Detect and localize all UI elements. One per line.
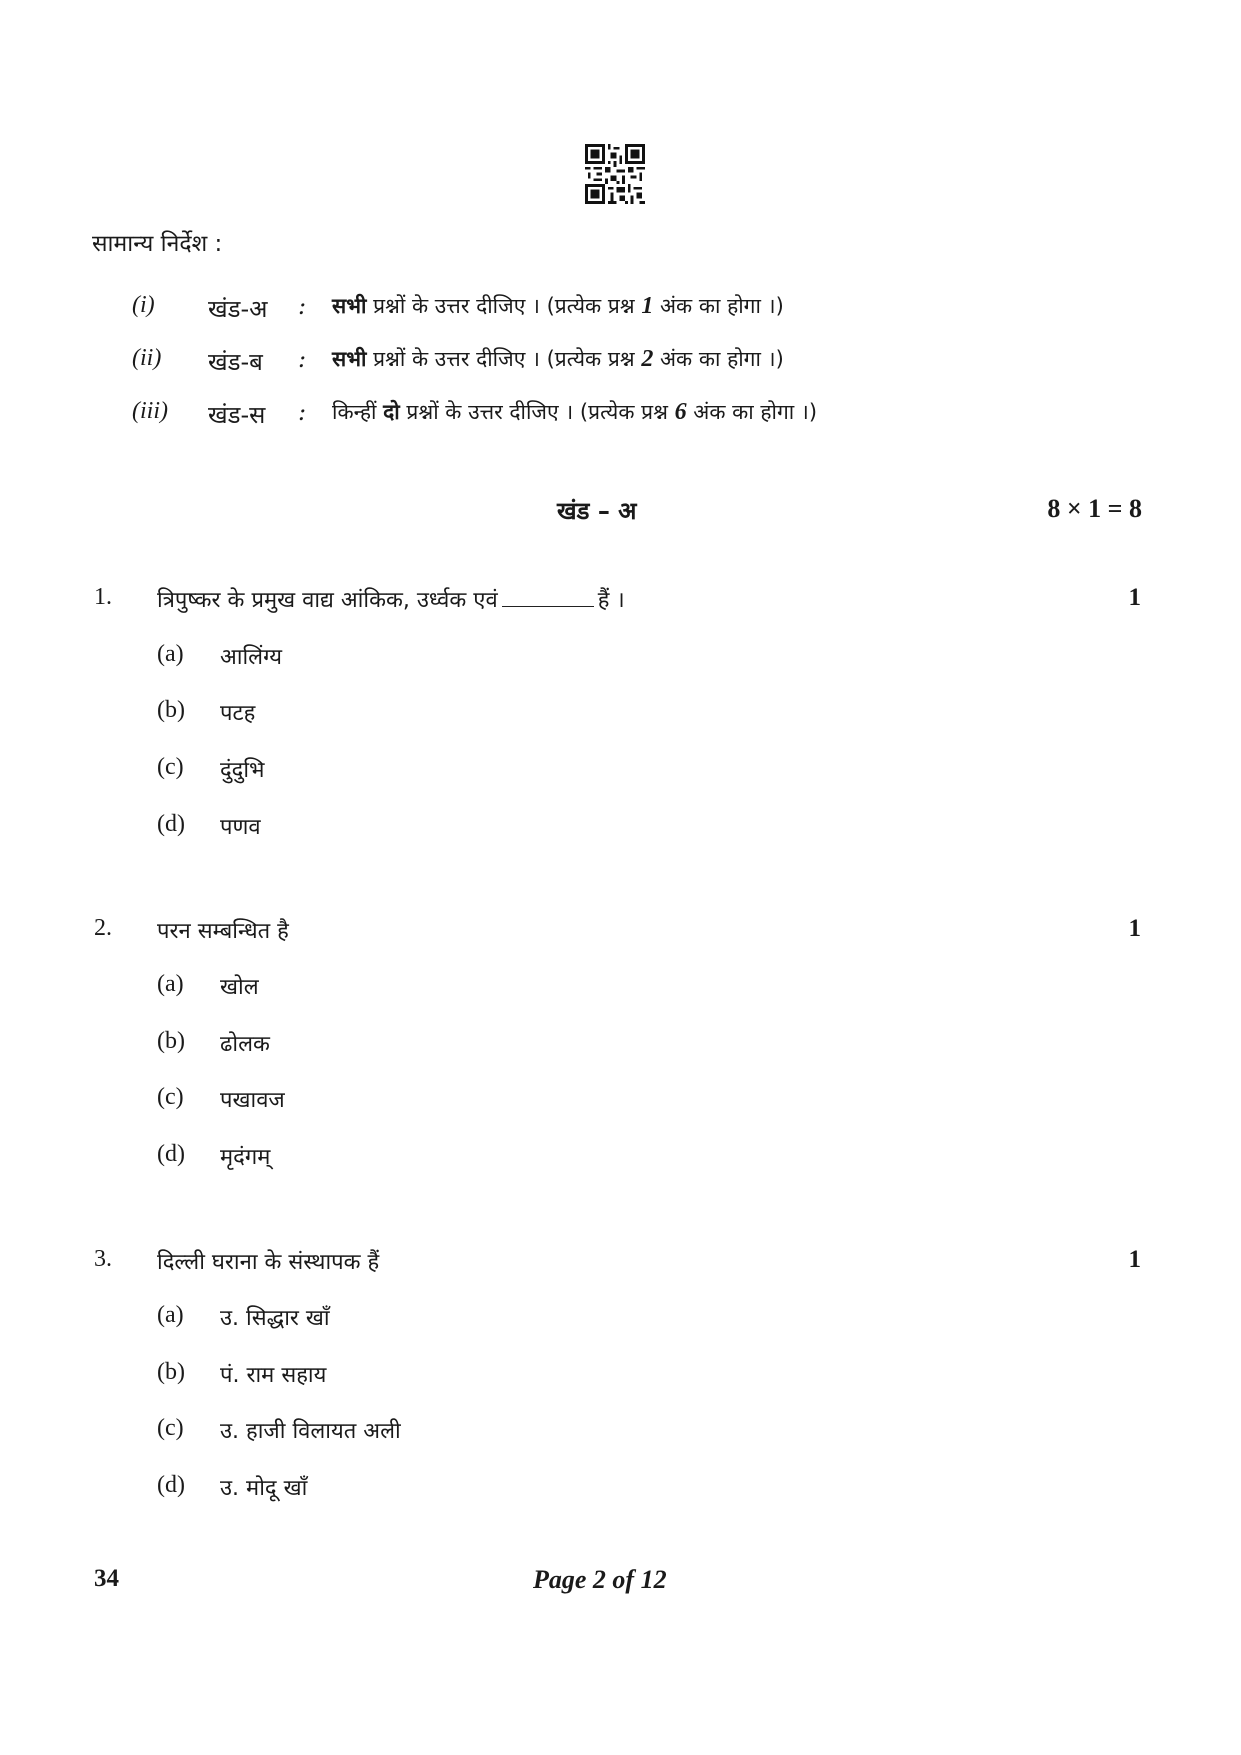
instruction-number: (iii) <box>132 398 168 424</box>
option-label: (a) <box>157 1302 184 1328</box>
question-text: त्रिपुष्कर के प्रमुख वाद्य आंकिक, उर्ध्वक एवं हैं । <box>157 588 625 613</box>
option-label: (c) <box>157 1415 184 1441</box>
option-label: (c) <box>157 1084 184 1110</box>
paper-code: 34 <box>94 1565 119 1592</box>
question-marks: 1 <box>1128 1246 1141 1273</box>
question-number: 3. <box>94 1246 112 1272</box>
option-text: उ. मोदू खाँ <box>220 1476 308 1501</box>
question-number: 2. <box>94 915 112 941</box>
instruction-section: खंड-ब <box>208 348 263 376</box>
option-label: (c) <box>157 754 184 780</box>
option-text: उ. सिद्धार खाँ <box>220 1306 330 1331</box>
section-title: खंड – अ <box>557 497 637 525</box>
instruction-item: (iii) खंड-स : किन्हीं दो प्रश्नों के उत्तर दीजिए । (प्रत्येक प्रश्न 6 अंक का होगा ।) <box>132 398 818 429</box>
instruction-item: (ii) खंड-ब : सभी प्रश्नों के उत्तर दीजिए । (प्रत्येक प्रश्न 2 अंक का होगा ।) <box>132 345 784 376</box>
option-text: पटह <box>220 701 256 726</box>
option-text: उ. हाजी विलायत अली <box>220 1419 401 1444</box>
instruction-section: खंड-अ <box>208 295 268 323</box>
answer-blank <box>502 606 594 607</box>
option-text: आलिंग्य <box>220 645 283 670</box>
option-text: मृदंगम् <box>220 1145 271 1170</box>
instruction-text: किन्हीं दो प्रश्नों के उत्तर दीजिए । (प्रत्येक प्रश्न 6 अंक का होगा ।) <box>332 399 818 425</box>
question-marks: 1 <box>1128 584 1141 611</box>
option-text: पणव <box>220 815 261 840</box>
qr-code-icon <box>585 144 645 204</box>
page-number: Page 2 of 12 <box>533 1565 667 1594</box>
option-text: दुंदुभि <box>220 758 265 783</box>
option-label: (d) <box>157 811 185 837</box>
option-label: (b) <box>157 1359 185 1385</box>
option-label: (b) <box>157 697 185 723</box>
option-text: ढोलक <box>220 1032 270 1057</box>
option-label: (d) <box>157 1472 185 1498</box>
question-text: परन सम्बन्धित है <box>157 919 289 944</box>
section-marks: 8 × 1 = 8 <box>1047 494 1142 523</box>
option-label: (d) <box>157 1141 185 1167</box>
question-number: 1. <box>94 584 112 610</box>
instruction-text: सभी प्रश्नों के उत्तर दीजिए । (प्रत्येक प्रश्न 1 अंक का होगा ।) <box>332 293 784 319</box>
option-label: (b) <box>157 1028 185 1054</box>
option-text: पं. राम सहाय <box>220 1363 327 1388</box>
instruction-text: सभी प्रश्नों के उत्तर दीजिए । (प्रत्येक प्रश्न 2 अंक का होगा ।) <box>332 346 784 372</box>
option-label: (a) <box>157 971 184 997</box>
instruction-section: खंड-स <box>208 401 266 429</box>
instruction-item: (i) खंड-अ : सभी प्रश्नों के उत्तर दीजिए । (प्रत्येक प्रश्न 1 अंक का होगा ।) <box>132 292 784 323</box>
question-marks: 1 <box>1128 915 1141 942</box>
question-text: दिल्ली घराना के संस्थापक हैं <box>157 1250 380 1275</box>
option-text: पखावज <box>220 1088 285 1113</box>
option-text: खोल <box>220 975 259 1000</box>
instruction-number: (i) <box>132 292 155 318</box>
option-label: (a) <box>157 641 184 667</box>
instruction-number: (ii) <box>132 345 162 371</box>
general-instructions-heading: सामान्य निर्देश : <box>92 231 223 257</box>
